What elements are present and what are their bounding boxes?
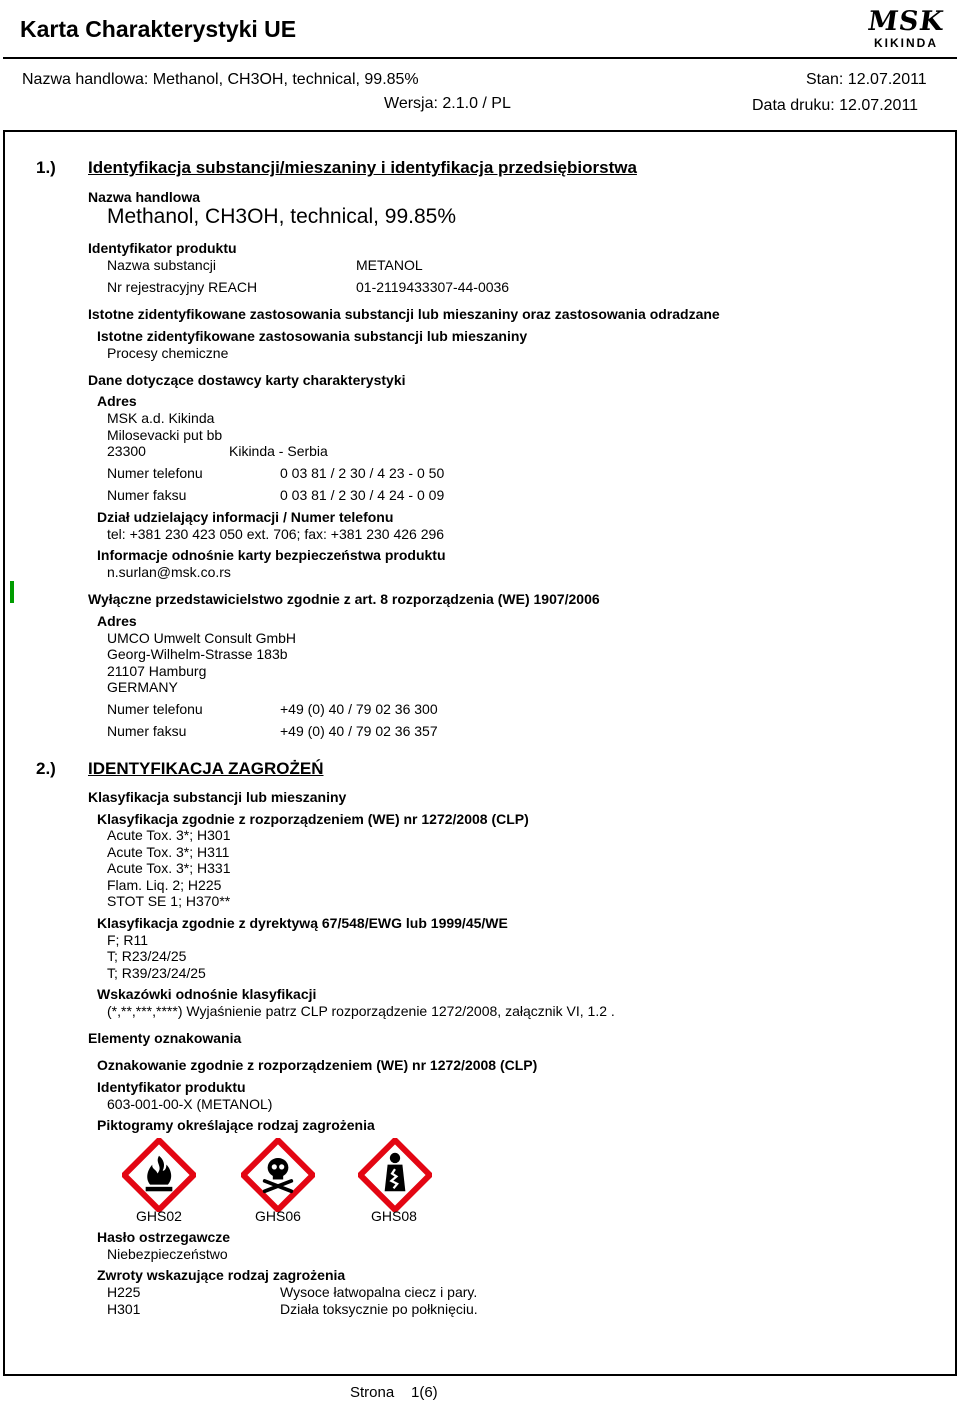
flame-pictogram-icon [122,1138,196,1212]
hazard-statements-heading: Zwroty wskazujące rodzaj zagrożenia [97,1267,346,1283]
sds-email[interactable]: n.surlan@msk.co.rs [107,564,231,580]
clp-item: STOT SE 1; H370** [107,893,231,909]
product-identifier-value: 603-001-00-X (METANOL) [107,1096,273,1112]
label-elements-heading: Elementy oznakowania [88,1030,242,1046]
classification-heading: Klasyfikacja substancji lub mieszaniny [88,789,347,805]
uses-heading: Istotne zidentyfikowane zastosowania substancji lub mieszaniny oraz zastosowania odradzane [88,306,720,322]
section2-title: IDENTYFIKACJA ZAGROŻEŃ [88,759,324,778]
pictogram-code: GHS02 [136,1208,182,1224]
rep-fax: +49 (0) 40 / 79 02 36 357 [280,723,438,739]
rep-country: GERMANY [107,679,178,695]
hints-heading: Wskazówki odnośnie klasyfikacji [97,986,317,1002]
page-label: Strona [350,1384,395,1401]
supplier-heading: Dane dotyczące dostawcy karty charakterystyki [88,372,406,388]
section1-title: Identyfikacja substancji/mieszaniny i identyfikacja przedsiębiorstwa [88,158,637,177]
dsd-item: T; R39/23/24/25 [107,965,206,981]
sds-info-label: Informacje odnośnie karty bezpieczeństwa produktu [97,547,446,563]
clp-item: Acute Tox. 3*; H311 [107,844,230,860]
revision-marker [10,581,14,603]
document-title: Karta Charakterystyki UE [20,16,297,42]
info-dept-label: Dział udzielający informacji / Numer telefonu [97,509,394,525]
trade-name-label: Nazwa handlowa [88,189,201,205]
pictograms-heading: Piktogramy określające rodzaj zagrożenia [97,1117,375,1133]
clp-classification-heading: Klasyfikacja zgodnie z rozporządzeniem (WE) nr 1272/2008 (CLP) [97,811,529,827]
page-number: 1(6) [411,1384,438,1401]
section2-number: 2.) [36,759,56,778]
clp-item: Acute Tox. 3*; H301 [107,827,231,843]
clp-item: Acute Tox. 3*; H331 [107,860,231,876]
substance-name-value: METANOL [356,257,423,273]
hazard-text: Wysoce łatwopalna ciecz i pary. [280,1284,478,1300]
supplier-address-label: Adres [97,393,137,409]
header-print-date: Data druku: 12.07.2011 [752,97,919,114]
rep-name: UMCO Umwelt Consult GmbH [107,630,297,646]
substance-name-label: Nazwa substancji [107,257,216,273]
rep-city: 21107 Hamburg [107,663,207,679]
reach-number: 01-2119433307-44-0036 [356,279,510,295]
skull-crossbones-pictogram-icon [241,1138,315,1212]
supplier-fax: 0 03 81 / 2 30 / 4 24 - 0 09 [280,487,445,503]
supplier-city: Kikinda - Serbia [229,443,328,459]
supplier-phone: 0 03 81 / 2 30 / 4 23 - 0 50 [280,465,445,481]
info-dept-value: tel: +381 230 423 050 ext. 706; fax: +381 230 426 296 [107,526,445,542]
header-version: Wersja: 2.1.0 / PL [384,95,511,112]
trade-name-value: Methanol, CH3OH, technical, 99.85% [107,205,457,228]
rep-phone-label: Numer telefonu [107,701,203,717]
rep-fax-label: Numer faksu [107,723,187,739]
reach-label: Nr rejestracyjny REACH [107,279,258,295]
product-id-label: Identyfikator produktu [88,240,237,256]
supplier-fax-label: Numer faksu [107,487,187,503]
product-identifier-label: Identyfikator produktu [97,1079,246,1095]
dsd-item: F; R11 [107,932,148,948]
pictogram-code: GHS08 [371,1208,417,1224]
dsd-classification-heading: Klasyfikacja zgodnie z dyrektywą 67/548/EWG lub 1999/45/WE [97,915,508,931]
content-frame-bottom [3,1374,957,1376]
supplier-street: Milosevacki put bb [107,427,223,443]
hazard-text: Działa toksycznie po połknięciu. [280,1301,478,1317]
representative-heading: Wyłączne przedstawicielstwo zgodnie z art. 8 rozporządzenia (WE) 1907/2006 [88,591,600,607]
content-frame-top [3,130,957,132]
hazard-code: H225 [107,1284,141,1300]
content-frame-right [955,130,957,1376]
signal-word-label: Hasło ostrzegawcze [97,1229,231,1245]
section1-number: 1.) [36,158,56,177]
signal-word-value: Niebezpieczeństwo [107,1246,228,1262]
health-hazard-pictogram-icon [358,1138,432,1212]
msk-logo [860,6,952,52]
rep-address-label: Adres [97,613,137,629]
hints-value: (*,**,***,****) Wyjaśnienie patrz CLP rozporządzenie 1272/2008, załącznik VI, 1.2 . [107,1003,615,1019]
uses-value: Procesy chemiczne [107,345,229,361]
logo-main-text: MSK [865,6,947,37]
supplier-phone-label: Numer telefonu [107,465,203,481]
supplier-zip: 23300 [107,443,146,459]
supplier-name: MSK a.d. Kikinda [107,410,215,426]
header-trade-name: Nazwa handlowa: Methanol, CH3OH, technical, 99.85% [22,71,419,88]
logo-sub-text: KIKINDA [874,36,938,50]
rep-phone: +49 (0) 40 / 79 02 36 300 [280,701,438,717]
header-status-date: Stan: 12.07.2011 [806,71,927,88]
content-frame-left [3,130,5,1376]
rep-street: Georg-Wilhelm-Strasse 183b [107,646,288,662]
dsd-item: T; R23/24/25 [107,948,187,964]
clp-item: Flam. Liq. 2; H225 [107,877,222,893]
pictogram-code: GHS06 [255,1208,301,1224]
clp-labelling-heading: Oznakowanie zgodnie z rozporządzeniem (WE) nr 1272/2008 (CLP) [97,1057,538,1073]
header-divider [3,57,957,59]
uses-subheading: Istotne zidentyfikowane zastosowania substancji lub mieszaniny [97,328,528,344]
hazard-code: H301 [107,1301,141,1317]
